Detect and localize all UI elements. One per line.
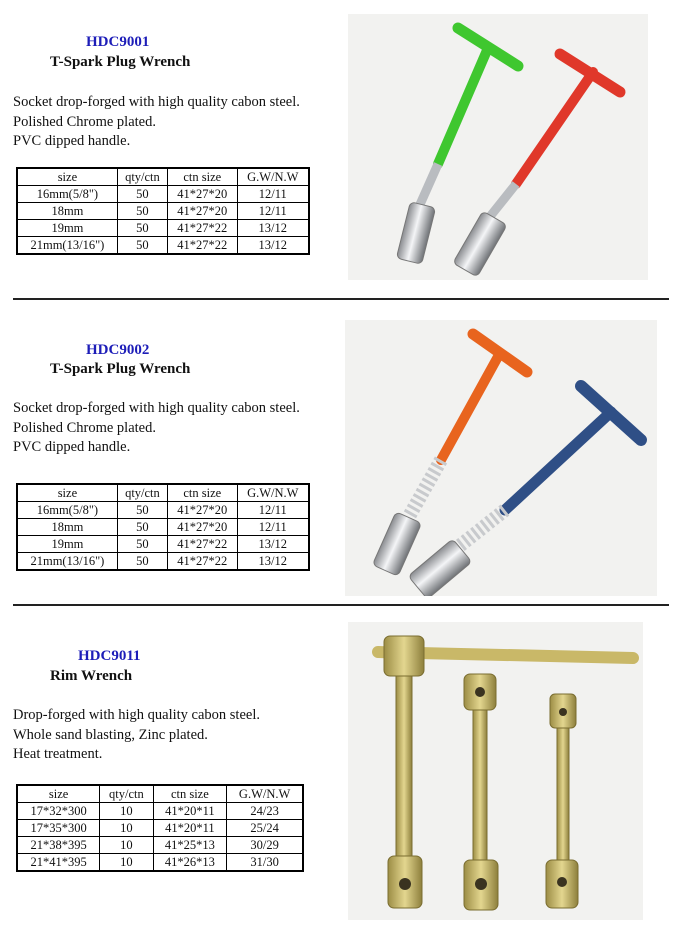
spec-table xyxy=(16,167,310,255)
table-header-row xyxy=(17,168,309,186)
product-code: HDC9011 xyxy=(78,648,141,664)
cell-weight: 13/12 xyxy=(237,237,309,255)
cell-size: 21mm(13/16") xyxy=(17,237,117,255)
cell-qty: 50 xyxy=(117,502,167,519)
col-header-size: size xyxy=(17,785,100,803)
col-header-qty: qty/ctn xyxy=(100,785,153,803)
description-line: PVC dipped handle. xyxy=(13,133,131,149)
product-section-hdc9011 xyxy=(0,612,675,925)
cell-weight: 24/23 xyxy=(227,803,303,820)
table-row xyxy=(17,502,309,519)
cell-weight: 25/24 xyxy=(227,820,303,837)
cell-size: 17*35*300 xyxy=(17,820,100,837)
description-line: Polished Chrome plated. xyxy=(13,113,156,130)
cell-size: 16mm(5/8") xyxy=(17,186,117,203)
table-row xyxy=(17,837,303,854)
cell-size: 18mm xyxy=(17,519,117,536)
cell-size: 21*38*395 xyxy=(17,837,100,854)
col-header-size: size xyxy=(17,484,117,502)
section-divider xyxy=(13,298,669,300)
product-description xyxy=(13,93,300,152)
cell-qty: 50 xyxy=(117,203,167,220)
table-row xyxy=(17,803,303,820)
cell-size: 19mm xyxy=(17,220,117,237)
cell-ctn-size: 41*27*20 xyxy=(168,519,238,536)
section-divider xyxy=(13,604,669,606)
table-header-row xyxy=(17,484,309,502)
cell-size: 19mm xyxy=(17,536,117,553)
cell-ctn-size: 41*27*20 xyxy=(168,186,238,203)
table-row xyxy=(17,519,309,536)
cell-qty: 50 xyxy=(117,237,167,255)
description-line: Socket drop-forged with high quality cabon steel. xyxy=(13,94,300,110)
cell-ctn-size: 41*27*22 xyxy=(168,553,238,571)
col-header-size: size xyxy=(17,168,117,186)
col-header-weight: G.W/N.W xyxy=(227,785,303,803)
col-header-qty: qty/ctn xyxy=(117,484,167,502)
col-header-qty: qty/ctn xyxy=(117,168,167,186)
cell-size: 17*32*300 xyxy=(17,803,100,820)
product-title: Rim Wrench xyxy=(50,668,133,684)
cell-ctn-size: 41*27*22 xyxy=(168,237,238,255)
col-header-ctn-size: ctn size xyxy=(168,484,238,502)
table-row xyxy=(17,536,309,553)
cell-qty: 10 xyxy=(100,837,153,854)
col-header-ctn-size: ctn size xyxy=(153,785,227,803)
cell-qty: 10 xyxy=(100,820,153,837)
product-section-hdc9001 xyxy=(0,0,675,300)
cell-size: 16mm(5/8") xyxy=(17,502,117,519)
product-section-hdc9002 xyxy=(0,306,675,606)
spec-table xyxy=(16,483,310,571)
description-line: Drop-forged with high quality cabon steel. xyxy=(13,707,260,723)
table-row xyxy=(17,854,303,872)
description-line: Polished Chrome plated. xyxy=(13,419,156,436)
cell-qty: 50 xyxy=(117,536,167,553)
col-header-ctn-size: ctn size xyxy=(168,168,238,186)
cell-qty: 50 xyxy=(117,186,167,203)
product-code: HDC9002 xyxy=(86,342,150,358)
cell-qty: 50 xyxy=(117,519,167,536)
cell-qty: 10 xyxy=(100,803,153,820)
table-row xyxy=(17,820,303,837)
t-spark-plug-wrench-photo xyxy=(348,14,648,280)
product-description xyxy=(13,399,300,458)
cell-qty: 50 xyxy=(117,553,167,571)
table-header-row xyxy=(17,785,303,803)
cell-weight: 12/11 xyxy=(237,203,309,220)
cell-ctn-size: 41*20*11 xyxy=(153,820,227,837)
cell-weight: 13/12 xyxy=(237,220,309,237)
table-row xyxy=(17,203,309,220)
table-row xyxy=(17,553,309,571)
cell-weight: 12/11 xyxy=(237,502,309,519)
cell-weight: 12/11 xyxy=(237,186,309,203)
cell-size: 21mm(13/16") xyxy=(17,553,117,571)
cell-ctn-size: 41*27*20 xyxy=(168,502,238,519)
description-line: Heat treatment. xyxy=(13,746,103,762)
product-title: T-Spark Plug Wrench xyxy=(50,54,191,70)
cell-ctn-size: 41*26*13 xyxy=(153,854,227,872)
product-code: HDC9001 xyxy=(86,34,150,50)
cell-ctn-size: 41*27*20 xyxy=(168,203,238,220)
cell-qty: 10 xyxy=(100,854,153,872)
cell-qty: 50 xyxy=(117,220,167,237)
cell-size: 18mm xyxy=(17,203,117,220)
col-header-weight: G.W/N.W xyxy=(237,168,309,186)
spec-table xyxy=(16,784,304,872)
description-line: Socket drop-forged with high quality cabon steel. xyxy=(13,400,300,416)
cell-ctn-size: 41*27*22 xyxy=(168,220,238,237)
table-row xyxy=(17,220,309,237)
description-line: Whole sand blasting, Zinc plated. xyxy=(13,726,208,743)
rim-wrench-photo xyxy=(348,622,643,920)
cell-weight: 12/11 xyxy=(237,519,309,536)
cell-ctn-size: 41*27*22 xyxy=(168,536,238,553)
table-row xyxy=(17,237,309,255)
cell-weight: 31/30 xyxy=(227,854,303,872)
cell-weight: 13/12 xyxy=(237,536,309,553)
col-header-weight: G.W/N.W xyxy=(237,484,309,502)
product-description xyxy=(13,706,260,765)
cell-weight: 13/12 xyxy=(237,553,309,571)
description-line: PVC dipped handle. xyxy=(13,439,131,455)
cell-size: 21*41*395 xyxy=(17,854,100,872)
cell-ctn-size: 41*20*11 xyxy=(153,803,227,820)
product-title: T-Spark Plug Wrench xyxy=(50,361,191,377)
cell-weight: 30/29 xyxy=(227,837,303,854)
t-spark-plug-wrench-spring-photo xyxy=(345,320,657,596)
cell-ctn-size: 41*25*13 xyxy=(153,837,227,854)
table-row xyxy=(17,186,309,203)
